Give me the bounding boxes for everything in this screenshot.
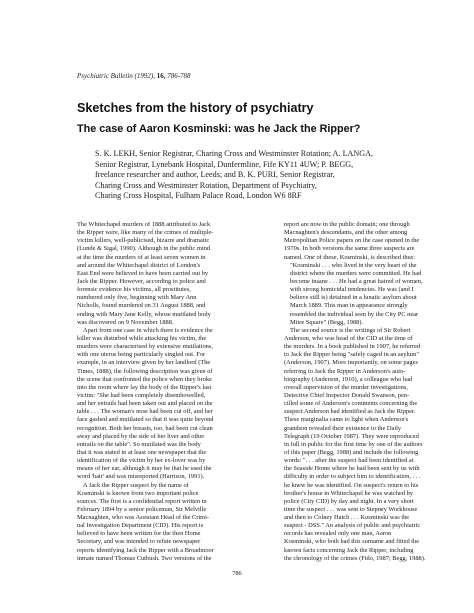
body-text-line: February 1894 by a senior policeman, Sir Melville xyxy=(77,505,207,513)
body-text-line: reports identifying Jack the Ripper with a Broadmoor xyxy=(77,546,214,554)
body-text-line: records has revealed only one man, Aaron xyxy=(284,530,392,538)
body-text-line: resembled the individual seen by the City PC near xyxy=(290,310,419,318)
body-text-line: cilled some of Anderson's comments concerning the xyxy=(284,400,418,408)
body-text-line: identification of the victim by her ex-lover was by xyxy=(77,457,206,465)
body-text-line: nal Investigation Department (CID). His report is xyxy=(77,522,204,530)
body-text-line: (Anderson, 1907). More importantly, on some pages xyxy=(284,359,418,367)
body-text-line: time the suspect . . . was sent to Stepney Workhouse xyxy=(284,505,418,513)
body-text-line: believe still is) detained in a lunatic asylum about xyxy=(290,294,417,302)
body-text-line: the Seaside Home where he had been sent by us with xyxy=(284,465,420,473)
body-text-line: A Jack the Ripper suspect by the name of xyxy=(83,481,189,489)
body-text-line: ending with Mary Jane Kelly, whose mutilated body xyxy=(77,310,211,318)
body-text-line: These marginalia came to light when Anderson's xyxy=(284,416,409,424)
body-text-line: means of her ear, although it may be that he used the xyxy=(77,465,212,473)
body-text-line: victim killers, well-publicised, bizarre and dramatic xyxy=(77,237,210,245)
body-text-line: he knew he was identified. On suspect's return to his xyxy=(284,481,419,489)
body-text-line: (Lunde & Sigal, 1990). Although in the public mind xyxy=(77,245,211,253)
body-text-line: victim: "She had been completely disembowelled, xyxy=(77,391,206,399)
body-text-line: with strong homicidal tendencies. He was (and I xyxy=(290,286,414,294)
body-column-left xyxy=(77,221,260,563)
body-text-line: killer was disturbed while attacking his victim, the xyxy=(77,334,207,342)
body-text-line: Times, 1888), the following description was given of xyxy=(77,367,213,375)
body-text-line: grandson revealed their existence to the Daily xyxy=(284,424,402,432)
body-text-line: murders were characterised by extensive mutilations, xyxy=(77,343,213,351)
body-text-line: Apart from one case in which there is evidence the xyxy=(83,326,213,334)
author-block xyxy=(95,149,435,202)
body-text-line: suspect - DSS." An analysis of public and psychiatric xyxy=(284,522,421,530)
body-text-line: Macnaghten's descendants, and the other among xyxy=(284,229,408,237)
body-text-line: Anderson, who was head of the CID at the time of xyxy=(284,334,413,342)
body-text-line: biography (Anderson, 1910), a colleague who had xyxy=(284,375,413,383)
body-text-line: and her entrails had been taken out and placed on the xyxy=(77,400,213,408)
body-text-line: Metropolitan Police papers on the case opened in the xyxy=(284,237,420,245)
body-text-line: of this paper (Begg, 1988) and include the following xyxy=(284,448,419,456)
body-text-line: was discovered on 9 November 1888. xyxy=(77,318,174,326)
body-text-line: Telegraph (19 October 1987). They were reproduced xyxy=(284,432,419,440)
body-column-right xyxy=(284,221,467,563)
body-text-line: East End were believed to have been carried out by xyxy=(77,269,209,277)
body-text-line: into the room where lay the body of the Ripper's last xyxy=(77,383,212,391)
author-line: Charing Cross Hospital, Fulham Palace Road, London W6 8RF xyxy=(95,191,302,201)
body-text-line: district where the murders were committed. He had xyxy=(290,269,422,277)
body-text-line: suspect Anderson had identified as Jack the Ripper. xyxy=(284,408,416,416)
body-text-line: and then to Colney Hatch . . . Kosminski was the xyxy=(284,514,410,522)
body-text-line: in full in public for the first time by one of the authors xyxy=(284,440,423,448)
body-text-line: away and placed by the side of her liver and other xyxy=(77,432,205,440)
author-line: Senior Registrar, Lynebank Hospital, Dunfermline, Fife KY11 4UW; P. BEGG, xyxy=(95,159,354,169)
body-text-line: recognition. Both her breasts, too, had been cut clean xyxy=(77,424,213,432)
body-text-line: police (City CID) by day and night. In a very short xyxy=(284,497,414,505)
body-text-line: Detective Chief Inspector Donald Swanson, pen- xyxy=(284,391,410,399)
page-number: 786 xyxy=(232,570,242,577)
body-text-line: numbered only five, beginning with Mary Ann xyxy=(77,294,197,302)
author-line: Charing Cross and Westminster Rotation, Department of Psychiatry, xyxy=(95,180,317,190)
body-text-line: Mitre Square" (Begg, 1988). xyxy=(290,318,364,326)
body-text-line: Nicholls, found murdered on 31 August 1888, and xyxy=(77,302,206,310)
body-text-line: the murders. In a book published in 1907, he referred xyxy=(284,343,421,351)
body-text-line: 1970s. In both versions the same three suspects are xyxy=(284,245,415,253)
author-line: S. K. LEKH, Senior Registrar, Charing Cross and Westminster Rotation; A. LANGA, xyxy=(95,149,374,158)
body-text-line: difficulty in order to subject him to identification, . . . xyxy=(284,473,421,481)
body-text-line: become insane . . . He had a great hatred of women, xyxy=(290,277,423,285)
body-text-line: report are now in the public domain; one through xyxy=(284,221,410,228)
body-text-line: at the time the murders of at least seven women in xyxy=(77,253,206,261)
body-text-line: sources. The first is a confidential report written in xyxy=(77,497,207,505)
section-title: Sketches from the history of psychiatry xyxy=(77,101,314,115)
journal-volume: 16, xyxy=(156,72,166,80)
body-text-line: referring to Jack the Ripper in Anderson's auto- xyxy=(284,367,406,375)
body-text-line: believed to have been written for the then Home xyxy=(77,530,201,538)
body-text-line: the Ripper were, like many of the crimes of multiple- xyxy=(77,229,214,237)
body-text-line: the scene that confronted the police when they broke xyxy=(77,375,212,383)
body-text-line: and around the Whitechapel district of London's xyxy=(77,261,201,269)
body-text-line: to Jack the Ripper being "safely caged in an asylum" xyxy=(284,351,419,359)
body-text-line: Kosminski is known from two important police xyxy=(77,489,199,497)
journal-name: Psychiatric Bulletin xyxy=(77,72,133,80)
body-text-line: forensic evidence his victims, all prostitutes, xyxy=(77,286,191,294)
running-header xyxy=(77,72,191,80)
body-text-line: inmate named Thomas Cutbush. Two versions of the xyxy=(77,554,212,562)
body-text-line: The second source is the writings of Sir Robert xyxy=(290,326,411,334)
body-text-line: entrails on the table". So mutilated was the body xyxy=(77,440,201,448)
body-text-line: brother's house in Whitechapel he was watched by xyxy=(284,489,413,497)
body-text-line: "Kosminski . . . who lived in the very heart of the xyxy=(290,261,417,269)
body-text-line: word 'hair' and was misreported (Harrison, 1991). xyxy=(77,473,205,481)
body-text-line: Secretary, and was intended to refute newspaper xyxy=(77,538,201,546)
body-text-line: Kosminski, who both had this surname and fitted the xyxy=(284,538,420,546)
body-text-line: Jack the Ripper. However, according to police and xyxy=(77,277,206,285)
body-text-line: face gashed and mutilated so that it was quite beyond xyxy=(77,416,214,424)
body-text-line: Macnaghten, who was Assistant Head of the Crimi- xyxy=(77,514,210,522)
body-text-line: table . . . The woman's nose had been cut off, and her xyxy=(77,408,213,416)
body-text-line: named. One of these, Kosminski, is described thus: xyxy=(284,253,415,261)
body-text-line: words: ". . . after the suspect had been identified at xyxy=(284,457,414,465)
body-text-line: the chronology of the crimes (Fido, 1987; Begg, 1988). xyxy=(284,554,426,562)
body-text-line: known facts concerning Jack the Ripper, including xyxy=(284,546,414,554)
body-text-line: with one uterus being particularly singled out. For xyxy=(77,351,206,359)
journal-year: (1992), xyxy=(134,72,155,80)
journal-pages: 786-788 xyxy=(167,72,191,80)
body-text-line: example, in an interview given by her landlord (The xyxy=(77,359,211,367)
body-text-line: that it was stated in at least one newspaper that the xyxy=(77,448,207,456)
author-line: freelance researcher and author, Leeds; and B. K. PURI, Senior Registrar, xyxy=(95,170,335,180)
body-text-line: overall supervision of the murder investigations, xyxy=(284,383,408,391)
article-title: The case of Aaron Kosminski: was he Jack the Ripper? xyxy=(77,123,361,135)
body-text-line: March 1889. This man in appearance strongly xyxy=(290,302,408,310)
body-text-line: The Whitechapel murders of 1888 attributed to Jack xyxy=(77,221,211,228)
